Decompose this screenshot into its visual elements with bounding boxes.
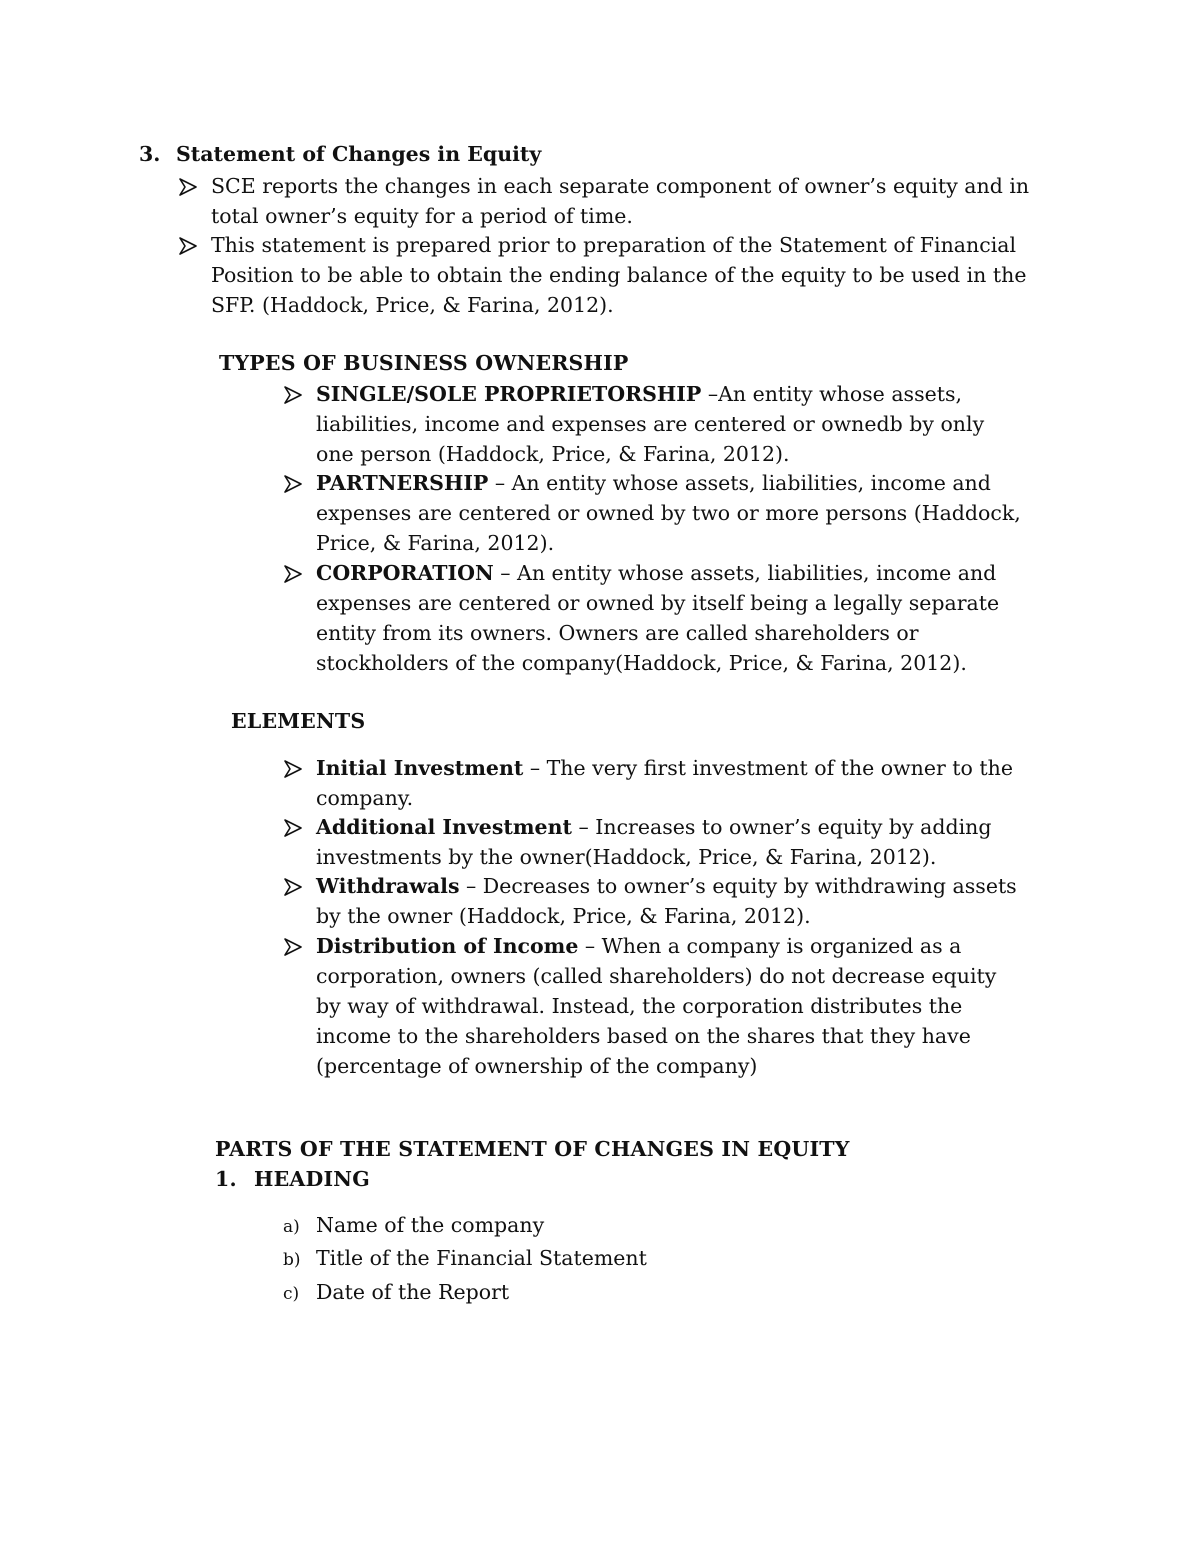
arrow-bullet-icon xyxy=(284,468,306,498)
text-line: liabilities, income and expenses are centered or ownedb by only xyxy=(316,412,985,436)
text-line: income to the shareholders based on the shares that they have xyxy=(316,1024,971,1048)
definition: –An entity whose assets, xyxy=(701,382,962,406)
section-title: Statement of Changes in Equity xyxy=(176,142,542,166)
text-line: entity from its owners. Owners are called shareholders or xyxy=(316,621,919,645)
definition: – When a company is organized as a xyxy=(578,934,962,958)
term: Initial Investment xyxy=(316,756,524,780)
text-line: total owner’s equity for a period of time. xyxy=(211,204,633,228)
text-line: company. xyxy=(316,786,414,810)
text-line: expenses are centered or owned by itself being a legally separate xyxy=(316,591,1000,615)
text-line: Price, & Farina, 2012). xyxy=(316,531,555,555)
list-marker: c) xyxy=(283,1284,300,1304)
text-line: investments by the owner(Haddock, Price, & Farina, 2012). xyxy=(316,845,937,869)
definition: – An entity whose assets, liabilities, income and xyxy=(493,561,997,585)
list-item: Title of the Financial Statement xyxy=(316,1246,647,1270)
list-marker: a) xyxy=(283,1217,300,1237)
text-line: This statement is prepared prior to preparation of the Statement of Financial xyxy=(211,233,1017,257)
list-marker: b) xyxy=(283,1250,301,1270)
arrow-bullet-icon xyxy=(284,558,306,588)
text-line: expenses are centered or owned by two or more persons (Haddock, xyxy=(316,501,1021,525)
element-item xyxy=(316,931,996,1081)
definition: – Decreases to owner’s equity by withdrawing assets xyxy=(459,874,1017,898)
types-heading: TYPES OF BUSINESS OWNERSHIP xyxy=(219,351,629,375)
arrow-bullet-icon xyxy=(284,812,306,842)
ownership-type-item xyxy=(316,558,999,678)
text-line: (percentage of ownership of the company) xyxy=(316,1054,758,1078)
term: PARTNERSHIP xyxy=(316,471,489,495)
text-line: SCE reports the changes in each separate component of owner’s equity and in xyxy=(211,174,1030,198)
text-line: corporation, owners (called shareholders) do not decrease equity xyxy=(316,964,997,988)
section-number: 3. xyxy=(139,142,161,166)
elements-heading: ELEMENTS xyxy=(231,709,366,733)
parts-heading: PARTS OF THE STATEMENT OF CHANGES IN EQUITY xyxy=(215,1137,850,1161)
arrow-bullet-icon xyxy=(284,931,306,961)
term: SINGLE/SOLE PROPRIETORSHIP xyxy=(316,382,702,406)
text-line: by the owner (Haddock, Price, & Farina, 2012). xyxy=(316,904,811,928)
section-bullet xyxy=(211,171,1029,231)
list-item: Date of the Report xyxy=(316,1280,510,1304)
element-item xyxy=(316,812,991,872)
arrow-bullet-icon xyxy=(179,230,201,260)
text-line: stockholders of the company(Haddock, Price, & Farina, 2012). xyxy=(316,651,967,675)
text-line: one person (Haddock, Price, & Farina, 2012). xyxy=(316,442,790,466)
text-line: Position to be able to obtain the ending balance of the equity to be used in the xyxy=(211,263,1027,287)
parts-sub-heading: HEADING xyxy=(254,1167,370,1191)
definition: – An entity whose assets, liabilities, income and xyxy=(488,471,991,495)
definition: – The very first investment of the owner to the xyxy=(523,756,1013,780)
term: CORPORATION xyxy=(316,561,494,585)
term: Additional Investment xyxy=(316,815,572,839)
text-line: by way of withdrawal. Instead, the corporation distributes the xyxy=(316,994,963,1018)
section-bullet xyxy=(211,230,1026,320)
arrow-bullet-icon xyxy=(284,753,306,783)
ownership-type-item xyxy=(316,468,1021,558)
arrow-bullet-icon xyxy=(284,871,306,901)
arrow-bullet-icon xyxy=(179,171,201,201)
term: Withdrawals xyxy=(316,874,460,898)
list-item: Name of the company xyxy=(316,1213,545,1237)
parts-sub-number: 1. xyxy=(215,1167,237,1191)
ownership-type-item xyxy=(316,379,984,469)
definition: – Increases to owner’s equity by adding xyxy=(571,815,992,839)
element-item xyxy=(316,871,1017,931)
element-item xyxy=(316,753,1013,813)
term: Distribution of Income xyxy=(316,934,579,958)
text-line: SFP. (Haddock, Price, & Farina, 2012). xyxy=(211,293,614,317)
arrow-bullet-icon xyxy=(284,379,306,409)
